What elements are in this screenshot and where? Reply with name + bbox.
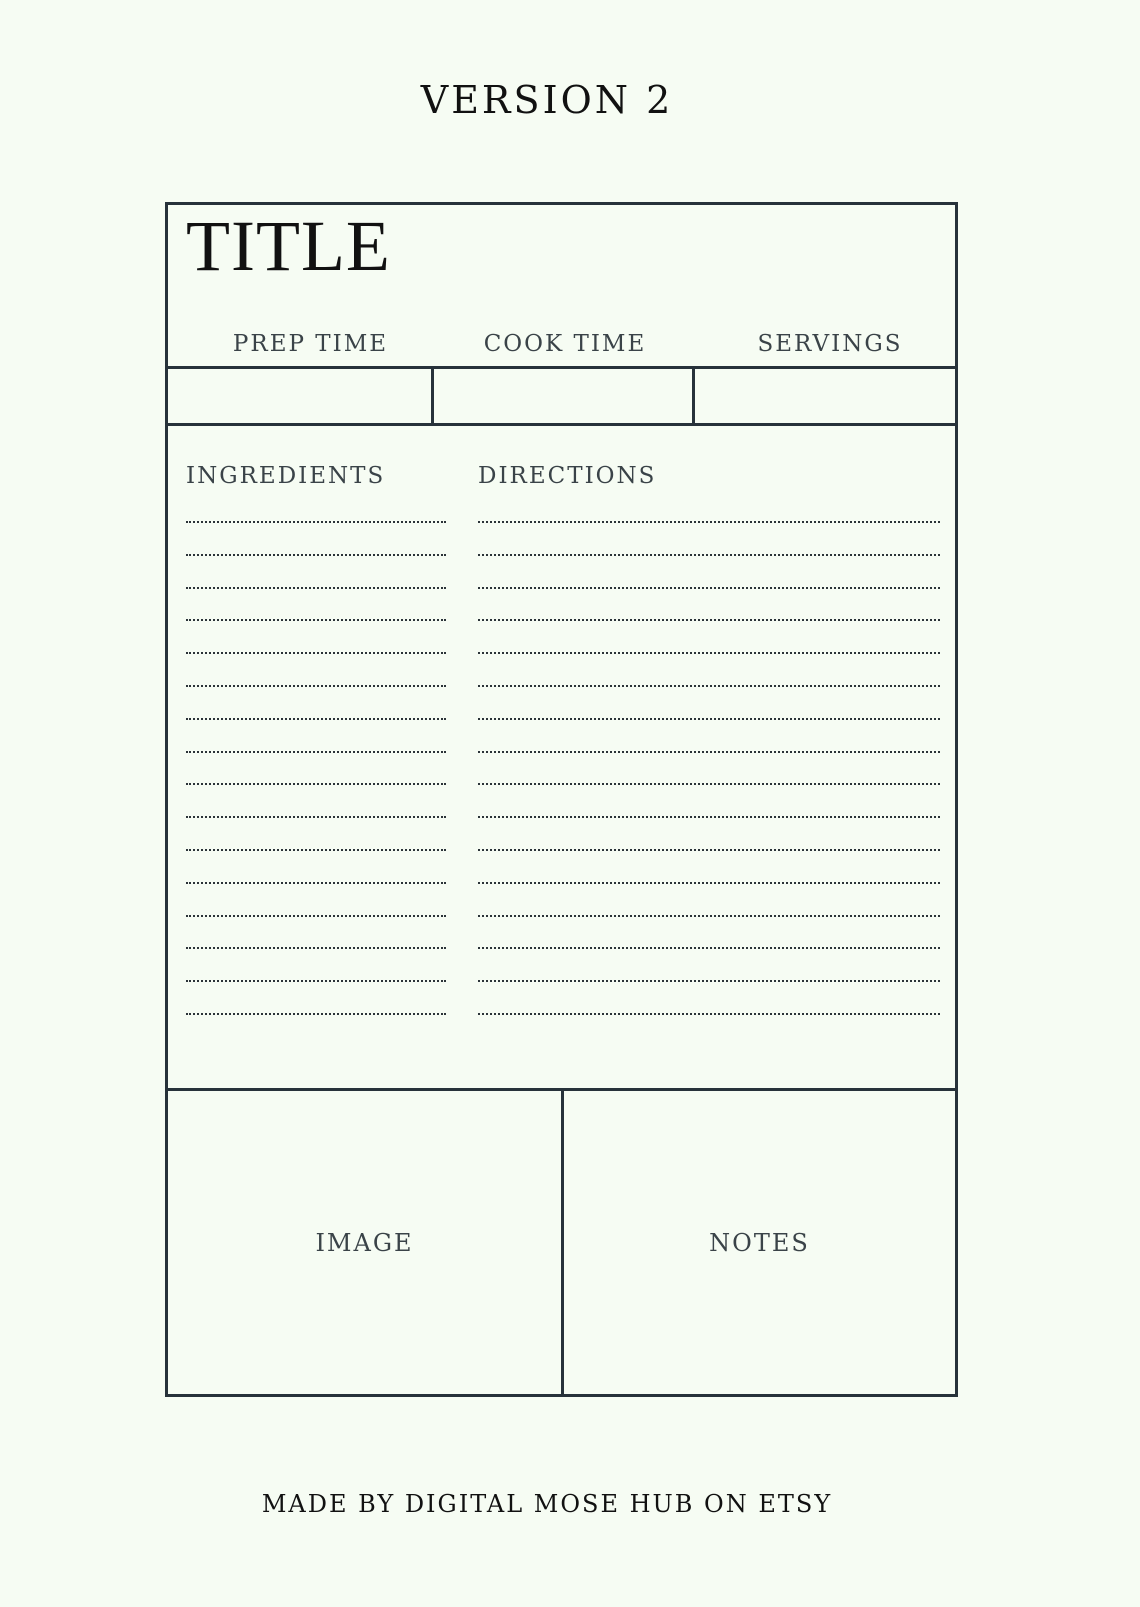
ingredient-line[interactable] [186, 619, 446, 621]
cook-time-label: COOK TIME [483, 331, 647, 357]
meta-bottom-divider [168, 423, 955, 426]
direction-line[interactable] [478, 587, 940, 589]
direction-line[interactable] [478, 751, 940, 753]
image-label: IMAGE [315, 1229, 414, 1257]
prep-time-label: PREP TIME [232, 331, 389, 357]
servings-label: SERVINGS [757, 331, 903, 357]
direction-line[interactable] [478, 947, 940, 949]
ingredient-line[interactable] [186, 980, 446, 982]
ingredient-line[interactable] [186, 521, 446, 523]
ingredient-line[interactable] [186, 849, 446, 851]
footer-credit: MADE BY DIGITAL MOSE HUB ON ETSY [261, 1490, 833, 1518]
recipe-title[interactable]: TITLE [186, 206, 391, 286]
cook-time-field[interactable] [434, 368, 692, 423]
prep-time-field[interactable] [168, 368, 431, 423]
direction-line[interactable] [478, 652, 940, 654]
directions-label: DIRECTIONS [478, 463, 657, 489]
direction-line[interactable] [478, 849, 940, 851]
ingredient-line[interactable] [186, 554, 446, 556]
direction-line[interactable] [478, 882, 940, 884]
ingredient-line[interactable] [186, 587, 446, 589]
direction-line[interactable] [478, 685, 940, 687]
ingredients-label: INGREDIENTS [186, 463, 386, 489]
ingredient-line[interactable] [186, 685, 446, 687]
direction-line[interactable] [478, 783, 940, 785]
ingredient-line[interactable] [186, 947, 446, 949]
notes-label: NOTES [709, 1229, 810, 1257]
ingredient-line[interactable] [186, 652, 446, 654]
direction-line[interactable] [478, 554, 940, 556]
direction-line[interactable] [478, 915, 940, 917]
direction-line[interactable] [478, 980, 940, 982]
ingredient-line[interactable] [186, 882, 446, 884]
ingredient-line[interactable] [186, 783, 446, 785]
recipe-card [165, 202, 958, 1397]
servings-field[interactable] [695, 368, 955, 423]
direction-line[interactable] [478, 1013, 940, 1015]
direction-line[interactable] [478, 816, 940, 818]
direction-line[interactable] [478, 619, 940, 621]
direction-line[interactable] [478, 521, 940, 523]
ingredient-line[interactable] [186, 915, 446, 917]
ingredient-line[interactable] [186, 816, 446, 818]
ingredient-line[interactable] [186, 718, 446, 720]
page-title: VERSION 2 [420, 78, 674, 122]
direction-line[interactable] [478, 718, 940, 720]
ingredient-line[interactable] [186, 1013, 446, 1015]
ingredient-line[interactable] [186, 751, 446, 753]
